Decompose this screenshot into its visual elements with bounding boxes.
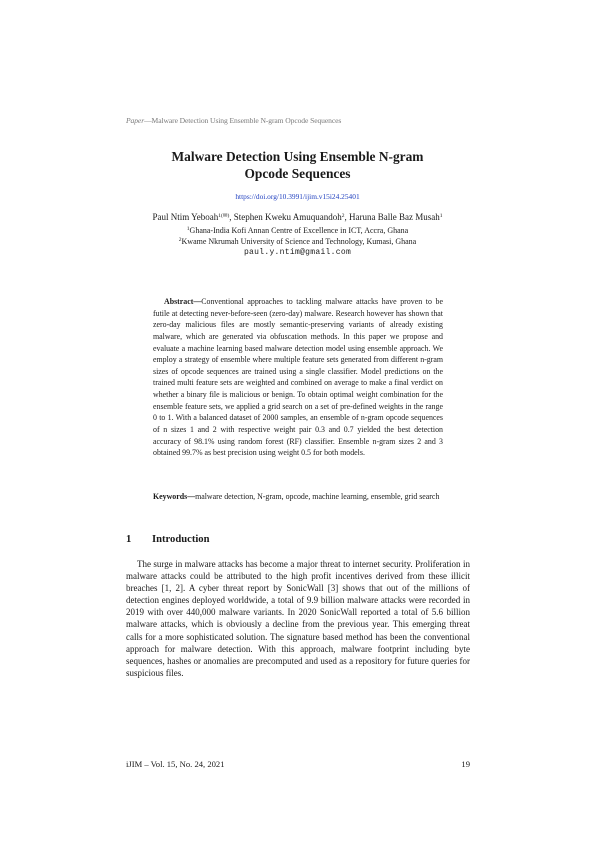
keywords-label: Keywords— [153,492,196,501]
paper-title-line-1: Malware Detection Using Ensemble N-gram [171,149,424,164]
page-number: 19 [461,759,470,769]
abstract [153,296,443,459]
affiliation-2: Kwame Nkrumah University of Science and Technology, Kumasi, Ghana [181,237,417,246]
author-2: , Stephen Kweku Amuquandoh [229,212,342,222]
intro-paragraph: The surge in malware attacks has become a major threat to internet security. Proliferation in malware attacks could be attributed to the high profit incentives derived from these illicit breaches [1, 2]. A cyber threat report by SonicWall [3] shows that out of the millions of detection engines deployed worldwide, a total of 9.9 billion malware attacks were recorded in 2019 with over 440,000 malware variants. In 2020 SonicWall reported a total of 5.6 billion malware attacks, which is obviously a decline from the previous year. This emerging threat calls for a more sophisticated solution. The signature based method has been the conventional approach for malware detection. With this approach, malware footprint including byte sequences, hashes or anomalies are precomputed and used as a repository for future queries for suspicious files. [126,559,470,678]
affiliation-1-sup: 1 [186,226,190,232]
keywords [153,491,443,503]
running-head [126,116,341,125]
abstract-label: Abstract— [164,297,202,306]
footer-journal: iJIM ‒ Vol. 15, No. 24, 2021 [126,759,225,769]
author-3-sup: 1 [439,213,443,219]
paper-title-line-2: Opcode Sequences [244,166,351,181]
section-title: Introduction [152,534,210,545]
paper-title [90,148,505,182]
author-1-sup: 1(✉) [218,213,230,219]
affiliations [80,225,515,247]
author-email[interactable]: paul.y.ntim@gmail.com [243,248,352,257]
author-3: , Haruna Balle Baz Musah [344,212,440,222]
affiliation-2-sup: 2 [178,237,182,243]
abstract-text: Conventional approaches to tackling malware attacks have proven to be futile at detecting never-before-seen (zero-day) malware. Research however has shown that zero-day malicious files are mostly semantic-preserving variants of already existing malware, which are generated via obfuscation methods. In this paper we propose and evaluate a machine learning based malware detection model using ensemble approach. We employ a strategy of ensemble where multiple feature sets generated from different n-gram sizes of opcode sequences are trained using a single classifier. Model predictions on the trained multi feature sets are weighted and combined on average to make a final verdict on whether a binary file is malicious or benign. To obtain optimal weight combination for the ensemble feature sets, we applied a grid search on a set of pre-defined weights in the range 0 to 1. With a balanced dataset of 2000 samples, an ensemble of n-gram opcode sequences of n sizes 1 and 2 with respective weight pair 0.3 and 0.7 yielded the best detection accuracy of 98.1% using random forest (RF) classifier. Ensemble n-gram sizes 2 and 3 obtained 99.7% as best precision using weight 0.5 for both models. [153,297,443,458]
doi-link[interactable]: https://doi.org/10.3991/ijim.v15i24.25401 [235,192,360,201]
running-head-title: —Malware Detection Using Ensemble N-gram Opcode Sequences [144,116,342,125]
affiliation-1: Ghana-India Kofi Annan Centre of Excellence in ICT, Accra, Ghana [189,226,409,235]
author-1: Paul Ntim Yeboah [152,212,219,222]
keywords-text: malware detection, N-gram, opcode, machine learning, ensemble, grid search [195,492,440,501]
author-list [80,211,515,223]
author-2-sup: 2 [341,213,345,219]
running-head-label: Paper [126,116,145,125]
section-heading [126,534,210,545]
section-number: 1 [126,534,132,545]
